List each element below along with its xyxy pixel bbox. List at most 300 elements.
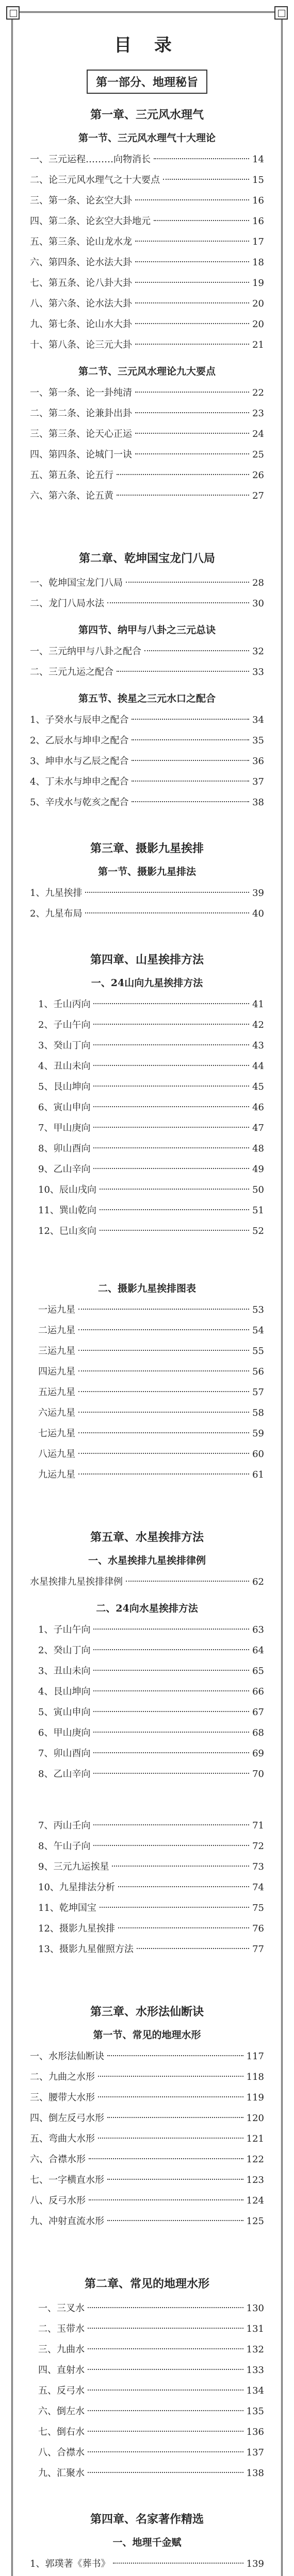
- leader-dots: [88, 2328, 243, 2329]
- toc-entry-label: 3、癸山丁向: [38, 1040, 91, 1051]
- leader-dots: [78, 1350, 249, 1351]
- toc-entry-page-number: 58: [252, 1408, 264, 1418]
- toc-entry-page-number: 32: [252, 646, 264, 657]
- toc-entry-label: 7、卯山酉向: [38, 1748, 91, 1759]
- toc-entry-label: 五、弯曲大水形: [30, 2133, 95, 2144]
- toc-entry-label: 五、第三条、论山龙水龙: [30, 236, 132, 247]
- leader-dots: [93, 1147, 249, 1148]
- toc-entry[interactable]: [30, 294, 264, 314]
- toc-entry-page-number: 125: [246, 2216, 264, 2227]
- toc-entry[interactable]: [30, 2360, 264, 2381]
- toc-entry-page-number: 16: [252, 195, 264, 206]
- leader-dots: [78, 1473, 249, 1475]
- toc-entry-page-number: 131: [246, 2324, 264, 2334]
- toc-entry[interactable]: [30, 2191, 264, 2211]
- toc-entry[interactable]: [30, 641, 264, 662]
- toc-entry-label: 一、三叉水: [38, 2303, 85, 2314]
- leader-dots: [78, 1309, 249, 1310]
- toc-entry-label: 五、反弓水: [38, 2385, 85, 2396]
- section-title: 一、24山向九星挨排方法: [91, 977, 203, 989]
- toc-entry[interactable]: [30, 1015, 264, 1036]
- section-title: 第五节、挨星之三元水口之配合: [78, 693, 216, 704]
- toc-entry-page-number: 27: [252, 490, 264, 501]
- toc-entry-label: 四、第二条、论玄空大卦地元: [30, 216, 151, 227]
- toc-entry-page-number: 23: [252, 408, 264, 419]
- toc-entry-page-number: 70: [252, 1769, 264, 1780]
- leader-dots: [78, 1391, 249, 1392]
- toc-entry[interactable]: [30, 1836, 264, 1857]
- leader-dots: [88, 2389, 243, 2391]
- toc-entry[interactable]: [30, 1682, 264, 1702]
- toc-entry[interactable]: [30, 1159, 264, 1180]
- toc-entry-page-number: 121: [246, 2133, 264, 2144]
- toc-entry[interactable]: [30, 1764, 264, 1785]
- toc-entry-page-number: 77: [252, 1944, 264, 1955]
- leader-dots: [78, 1329, 249, 1330]
- toc-entry[interactable]: [30, 594, 264, 614]
- toc-entry[interactable]: [30, 1077, 264, 1097]
- toc-entry-page-number: 132: [246, 2344, 264, 2355]
- leader-dots: [93, 1732, 249, 1733]
- toc-entry[interactable]: [30, 904, 264, 924]
- leader-dots: [98, 2076, 243, 2077]
- toc-entry[interactable]: [30, 2463, 264, 2484]
- toc-entry-label: 七、一字横直水形: [30, 2175, 104, 2185]
- toc-entry[interactable]: [30, 2422, 264, 2443]
- toc-entry-label: 6、甲山庚向: [38, 1727, 91, 1738]
- toc-entry-page-number: 118: [246, 2072, 264, 2082]
- toc-entry[interactable]: [30, 252, 264, 273]
- toc-entry[interactable]: [30, 1444, 264, 1465]
- toc-entry-page-number: 17: [252, 236, 264, 247]
- leader-dots: [112, 1866, 249, 1867]
- chapter-title: 第五章、水星挨排方法: [90, 1531, 204, 1544]
- toc-entry[interactable]: [30, 1180, 264, 1200]
- toc-entry-label: 水星挨排九星挨排律例: [30, 1577, 123, 1587]
- toc-entry[interactable]: [30, 335, 264, 355]
- toc-entry[interactable]: [30, 1661, 264, 1682]
- leader-dots: [107, 2179, 243, 2180]
- toc-entry-label: 五运九星: [38, 1387, 75, 1398]
- toc-entry[interactable]: [30, 1702, 264, 1723]
- section-title: 二、24向水星挨排方法: [96, 1603, 198, 1614]
- toc-entry-label: 4、丑山未向: [38, 1061, 91, 1072]
- toc-entry-label: 一、第一条、论一卦纯清: [30, 387, 132, 398]
- toc-entry-page-number: 37: [252, 776, 264, 787]
- toc-entry[interactable]: [30, 232, 264, 252]
- toc-entry[interactable]: [30, 710, 264, 731]
- leader-dots: [144, 650, 249, 651]
- toc-entry[interactable]: [30, 1341, 264, 1362]
- toc-entry-page-number: 47: [252, 1123, 264, 1133]
- toc-entry-label: 四、直射水: [38, 2365, 85, 2376]
- toc-entry-label: 一运九星: [38, 1304, 75, 1315]
- toc-entry[interactable]: [30, 994, 264, 1015]
- toc-entry-page-number: 34: [252, 715, 264, 725]
- toc-entry[interactable]: [30, 1200, 264, 1221]
- toc-entry[interactable]: [30, 445, 264, 465]
- leader-dots: [126, 1581, 249, 1582]
- toc-entry-label: 二、第二条、论兼卦出卦: [30, 408, 132, 419]
- leader-dots: [154, 158, 249, 159]
- toc-entry[interactable]: [30, 1362, 264, 1382]
- section-title: 第二节、三元风水理论九大要点: [78, 366, 216, 377]
- toc-entry[interactable]: [30, 751, 264, 772]
- toc-entry-page-number: 72: [252, 1841, 264, 1852]
- toc-entry[interactable]: [30, 1056, 264, 1077]
- toc-entry-label: 7、丙山壬向: [38, 1820, 91, 1831]
- leader-dots: [135, 282, 249, 283]
- toc-entry-label: 12、巳山亥向: [38, 1226, 96, 1236]
- leader-dots: [135, 433, 249, 434]
- toc-entry-page-number: 19: [252, 278, 264, 289]
- section-title: 一、地理千金赋: [112, 2537, 182, 2548]
- toc-entry-page-number: 75: [252, 1903, 264, 1913]
- chapter-title: 第四章、山星挨排方法: [90, 953, 204, 967]
- toc-entry-page-number: 20: [252, 319, 264, 330]
- leader-dots: [89, 2199, 243, 2200]
- toc-entry-page-number: 40: [252, 908, 264, 919]
- leader-dots: [132, 760, 249, 761]
- chapter-title: 第二章、常见的地理水形: [84, 2277, 209, 2291]
- toc-entry-page-number: 41: [252, 999, 264, 1010]
- toc-entry[interactable]: [30, 1857, 264, 1877]
- leader-dots: [117, 671, 249, 672]
- leader-dots: [85, 912, 249, 913]
- toc-entry[interactable]: [30, 1320, 264, 1341]
- toc-entry[interactable]: [30, 2170, 264, 2191]
- toc-entry[interactable]: [30, 1939, 264, 1960]
- toc-entry-page-number: 28: [252, 578, 264, 588]
- leader-dots: [93, 1824, 249, 1825]
- toc-entry[interactable]: [30, 383, 264, 403]
- toc-entry-label: 一、乾坤国宝龙门八局: [30, 578, 123, 588]
- toc-entry[interactable]: [30, 731, 264, 751]
- leader-dots: [117, 474, 249, 475]
- toc-entry-page-number: 120: [246, 2113, 264, 2124]
- toc-entry-label: 3、丑山未向: [38, 1666, 91, 1676]
- toc-entry-label: 2、子山午向: [38, 1020, 91, 1030]
- leader-dots: [93, 1086, 249, 1087]
- toc-entry[interactable]: [30, 1620, 264, 1640]
- toc-entry-label: 六、第六条、论五黄: [30, 490, 113, 501]
- toc-entry[interactable]: [30, 1898, 264, 1919]
- leader-dots: [135, 302, 249, 303]
- leader-dots: [163, 179, 249, 180]
- leader-dots: [93, 1629, 249, 1630]
- leader-dots: [88, 2410, 243, 2411]
- toc-entry-label: 二、九曲之水形: [30, 2072, 95, 2082]
- leader-dots: [100, 1189, 249, 1190]
- toc-entry[interactable]: [30, 1816, 264, 1836]
- toc-entry-page-number: 63: [252, 1624, 264, 1635]
- toc-entry-page-number: 42: [252, 1020, 264, 1030]
- toc-entry[interactable]: [30, 1919, 264, 1939]
- toc-entry-page-number: 123: [246, 2175, 264, 2185]
- toc-entry[interactable]: [30, 1877, 264, 1898]
- toc-entry-page-number: 14: [252, 154, 264, 165]
- toc-entry-page-number: 49: [252, 1164, 264, 1175]
- section-title: 第一节、三元风水理气十大理论: [78, 132, 216, 144]
- leader-dots: [135, 199, 249, 200]
- leader-dots: [117, 495, 249, 496]
- leader-dots: [93, 1044, 249, 1045]
- toc-entry[interactable]: [30, 1097, 264, 1118]
- toc-entry-page-number: 26: [252, 470, 264, 481]
- toc-entry[interactable]: [30, 1572, 264, 1592]
- toc-entry[interactable]: [30, 2088, 264, 2108]
- section-title: 一、水星挨排九星挨排律例: [88, 1555, 206, 1566]
- toc-entry-page-number: 15: [252, 175, 264, 185]
- toc-entry-page-number: 33: [252, 667, 264, 677]
- toc-entry[interactable]: [30, 662, 264, 683]
- toc-entry[interactable]: [30, 1640, 264, 1661]
- toc-entry-page-number: 138: [246, 2468, 264, 2479]
- toc-entry-label: 二、龙门八局水法: [30, 598, 104, 609]
- toc-entry-label: 4、丁未水与坤申之配合: [30, 776, 129, 787]
- chapter-title: 第三章、水形法仙断诀: [90, 2005, 204, 2019]
- toc-entry-page-number: 60: [252, 1449, 264, 1460]
- toc-entry-label: 二、论三元风水理气之十大要点: [30, 175, 160, 185]
- toc-entry[interactable]: [30, 170, 264, 191]
- toc-entry[interactable]: [30, 314, 264, 335]
- toc-entry-label: 10、辰山戌向: [38, 1184, 96, 1195]
- toc-entry[interactable]: [30, 573, 264, 594]
- toc-entry-page-number: 73: [252, 1861, 264, 1872]
- toc-entry-label: 1、子山午向: [38, 1624, 91, 1635]
- leader-dots: [93, 1065, 249, 1066]
- toc-entry[interactable]: [30, 1423, 264, 1444]
- toc-entry-label: 12、摄影九星挨排: [38, 1923, 115, 1934]
- leader-dots: [137, 1948, 249, 1949]
- toc-entry-label: 10、九星排法分析: [38, 1882, 115, 1893]
- chapter-title: 第二章、乾坤国宝龙门八局: [78, 552, 215, 565]
- leader-dots: [89, 2158, 243, 2159]
- toc-entry-label: 九、第七条、论山水大卦: [30, 319, 132, 330]
- toc-content: [30, 31, 264, 2576]
- toc-entry-page-number: 24: [252, 429, 264, 439]
- toc-entry-label: 七运九星: [38, 1428, 75, 1439]
- chapter-title: 第一章、三元风水理气: [90, 108, 204, 122]
- toc-entry[interactable]: [30, 1743, 264, 1764]
- toc-entry[interactable]: [30, 2298, 264, 2319]
- toc-entry[interactable]: [30, 211, 264, 232]
- leader-dots: [118, 1927, 249, 1928]
- toc-entry[interactable]: [30, 2381, 264, 2401]
- toc-entry-page-number: 57: [252, 1387, 264, 1398]
- toc-entry-label: 六、倒左水: [38, 2406, 85, 2417]
- leader-dots: [135, 323, 249, 324]
- toc-entry-label: 2、乙辰水与坤申之配合: [30, 735, 129, 746]
- leader-dots: [132, 781, 249, 782]
- toc-entry-page-number: 64: [252, 1645, 264, 1656]
- leader-dots: [78, 1453, 249, 1454]
- toc-entry[interactable]: [30, 2340, 264, 2360]
- toc-entry[interactable]: [30, 1723, 264, 1743]
- toc-entry[interactable]: [30, 465, 264, 486]
- toc-entry-label: 11、乾坤国宝: [38, 1903, 96, 1913]
- toc-entry-label: 8、乙山辛向: [38, 1769, 91, 1780]
- toc-entry-page-number: 38: [252, 797, 264, 808]
- toc-entry-page-number: 133: [246, 2365, 264, 2376]
- toc-entry-page-number: 43: [252, 1040, 264, 1051]
- leader-dots: [132, 801, 249, 802]
- toc-entry-label: 5、艮山坤向: [38, 1081, 91, 1092]
- toc-entry-label: 1、九星挨排: [30, 888, 83, 899]
- toc-entry-label: 三、第一条、论玄空大卦: [30, 195, 132, 206]
- section-title: 二、摄影九星挨排图表: [97, 1283, 196, 1294]
- toc-entry[interactable]: [30, 883, 264, 904]
- toc-entry[interactable]: [30, 1221, 264, 1242]
- toc-entry[interactable]: [30, 1300, 264, 1320]
- toc-entry-label: 八、第六条、论水法大卦: [30, 298, 132, 309]
- leader-dots: [93, 1670, 249, 1671]
- leader-dots: [107, 2117, 243, 2118]
- leader-dots: [132, 719, 249, 720]
- leader-dots: [93, 1752, 249, 1753]
- toc-entry[interactable]: [30, 403, 264, 424]
- toc-entry-page-number: 22: [252, 387, 264, 398]
- leader-dots: [107, 2055, 243, 2056]
- toc-entry-label: 二、玉带水: [38, 2324, 85, 2334]
- leader-dots: [98, 2096, 243, 2097]
- toc-entry-label: 九运九星: [38, 1469, 75, 1480]
- leader-dots: [88, 2472, 243, 2473]
- leader-dots: [154, 220, 249, 221]
- leader-dots: [93, 1003, 249, 1004]
- leader-dots: [93, 1711, 249, 1712]
- leader-dots: [93, 1168, 249, 1169]
- toc-entry[interactable]: [30, 1139, 264, 1159]
- leader-dots: [93, 1690, 249, 1691]
- toc-entry-label: 6、寅山申向: [38, 1102, 91, 1113]
- toc-entry-label: 1、壬山丙向: [38, 999, 91, 1010]
- chapter-title: 第三章、摄影九星挨排: [90, 842, 204, 855]
- toc-entry-page-number: 71: [252, 1820, 264, 1831]
- toc-entry[interactable]: [30, 792, 264, 813]
- toc-entry-label: 四、第四条、论城门一诀: [30, 449, 132, 460]
- leader-dots: [135, 344, 249, 345]
- toc-entry-label: 五、第五条、论五行: [30, 470, 113, 481]
- leader-dots: [107, 2220, 243, 2221]
- toc-entry-label: 13、摄影九星催照方法: [38, 1944, 134, 1955]
- toc-entry-label: 四、倒左反弓水形: [30, 2113, 104, 2124]
- leader-dots: [126, 582, 249, 583]
- toc-entry-label: 1、子癸水与辰申之配合: [30, 715, 129, 725]
- toc-entry[interactable]: [30, 191, 264, 211]
- toc-entry-page-number: 122: [246, 2154, 264, 2165]
- toc-entry-label: 六、合襟水形: [30, 2154, 86, 2165]
- toc-entry-label: 8、卯山酉向: [38, 1143, 91, 1154]
- toc-entry[interactable]: [30, 2401, 264, 2422]
- toc-entry[interactable]: [30, 1382, 264, 1403]
- toc-entry-label: 七、第五条、论八卦大卦: [30, 278, 132, 289]
- corner-ornament: [274, 6, 288, 20]
- toc-entry-page-number: 18: [252, 257, 264, 268]
- toc-entry[interactable]: [30, 2211, 264, 2232]
- toc-entry-page-number: 117: [246, 2051, 264, 2062]
- toc-entry-page-number: 68: [252, 1727, 264, 1738]
- leader-dots: [132, 739, 249, 740]
- toc-entry-page-number: 119: [246, 2092, 264, 2103]
- page-title: 目 录: [114, 35, 180, 56]
- toc-entry[interactable]: [30, 2319, 264, 2340]
- toc-entry[interactable]: [30, 2108, 264, 2129]
- toc-entry[interactable]: [30, 1403, 264, 1423]
- toc-entry[interactable]: [30, 2129, 264, 2149]
- toc-entry-page-number: 55: [252, 1346, 264, 1357]
- toc-entry-page-number: 76: [252, 1923, 264, 1934]
- toc-entry[interactable]: [30, 2067, 264, 2088]
- toc-entry-page-number: 16: [252, 216, 264, 227]
- toc-entry[interactable]: [30, 1118, 264, 1139]
- toc-entry-page-number: 135: [246, 2406, 264, 2417]
- leader-dots: [93, 1106, 249, 1107]
- toc-entry[interactable]: [30, 424, 264, 445]
- toc-entry-label: 一、水形法仙断诀: [30, 2051, 104, 2062]
- toc-entry[interactable]: [30, 149, 264, 170]
- toc-entry-page-number: 62: [252, 1577, 264, 1587]
- toc-entry-label: 三、九曲水: [38, 2344, 85, 2355]
- leader-dots: [88, 2307, 243, 2308]
- toc-entry-page-number: 139: [246, 2558, 264, 2569]
- toc-entry-page-number: 56: [252, 1366, 264, 1377]
- toc-entry[interactable]: [30, 273, 264, 294]
- toc-entry[interactable]: [30, 486, 264, 506]
- leader-dots: [93, 1127, 249, 1128]
- toc-entry-page-number: 52: [252, 1226, 264, 1236]
- section-title: 第一节、常见的地理水形: [93, 2029, 201, 2041]
- leader-dots: [100, 1209, 249, 1210]
- toc-entry-page-number: 74: [252, 1882, 264, 1893]
- toc-entry[interactable]: [30, 772, 264, 792]
- toc-entry[interactable]: [30, 1465, 264, 1485]
- toc-entry-label: 5、辛戌水与乾亥之配合: [30, 797, 129, 808]
- part1-label: 第一部分、地理秘旨: [87, 70, 207, 94]
- toc-entry[interactable]: [30, 2443, 264, 2463]
- toc-entry-page-number: 66: [252, 1686, 264, 1697]
- section-title: 第一节、摄影九星排法: [97, 866, 196, 877]
- chapter-title: 第四章、名家著作精选: [90, 2513, 204, 2526]
- leader-dots: [98, 2138, 243, 2139]
- toc-entry-label: 2、九星布局: [30, 908, 83, 919]
- toc-entry-label: 七、倒右水: [38, 2427, 85, 2437]
- leader-dots: [78, 1370, 249, 1371]
- leader-dots: [118, 1886, 249, 1887]
- toc-entry-label: 二运九星: [38, 1325, 75, 1336]
- toc-entry-page-number: 45: [252, 1081, 264, 1092]
- toc-entry-page-number: 67: [252, 1707, 264, 1718]
- toc-entry[interactable]: [30, 2554, 264, 2574]
- toc-entry-label: 九、汇聚水: [38, 2468, 85, 2479]
- toc-entry[interactable]: [30, 2149, 264, 2170]
- toc-entry-page-number: 124: [246, 2195, 264, 2206]
- toc-entry-page-number: 61: [252, 1469, 264, 1480]
- toc-entry-page-number: 44: [252, 1061, 264, 1072]
- toc-entry-label: 十、第八条、论三元大卦: [30, 340, 132, 350]
- toc-entry-label: 7、甲山庚向: [38, 1123, 91, 1133]
- leader-dots: [78, 1432, 249, 1433]
- leader-dots: [93, 1024, 249, 1025]
- toc-entry-page-number: 130: [246, 2303, 264, 2314]
- toc-entry-label: 六运九星: [38, 1408, 75, 1418]
- leader-dots: [88, 2451, 243, 2452]
- leader-dots: [88, 2431, 243, 2432]
- toc-entry-label: 9、乙山辛向: [38, 1164, 91, 1175]
- toc-entry-page-number: 35: [252, 735, 264, 746]
- toc-entry[interactable]: [30, 2046, 264, 2067]
- toc-entry[interactable]: [30, 1036, 264, 1056]
